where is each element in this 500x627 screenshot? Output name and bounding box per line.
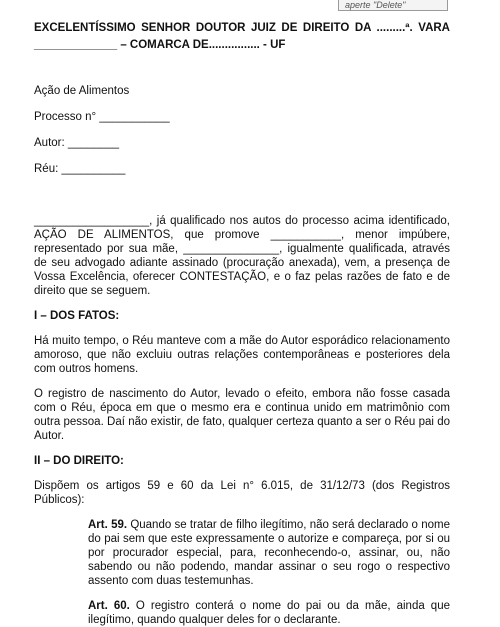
facts-paragraph-1: Há muito tempo, o Réu manteve com a mãe do Autor esporádico relacionamento amoroso, que não excluiu outras relações contemporâneas e posteriores dela com outros homens. (34, 335, 450, 375)
petition-header: EXCELENTÍSSIMO SENHOR DOUTOR JUIZ DE DIREITO DA .........ª. VARA _____________ – COMARCA DE................ - UF (34, 22, 450, 51)
article-60-text: O registro conterá o nome do pai ou da mãe, ainda que ilegítimo, quando qualquer deles for o declarante. (88, 600, 450, 626)
intro-paragraph: __________________, já qualificado nos autos do processo acima identificado, AÇÃO DE ALIMENTOS, que promove ___________, menor impúbere, representado por sua mãe, _______________, igualmente qualificada, através de seu advogado adiante assinado (procuração anexada), vem, a presença de Vossa Excelência, oferecer CONTESTAÇÃO, e o faz pelas razões de fato e de direito que se seguem. (34, 215, 450, 297)
document-body (34, 20, 450, 627)
case-title: Ação de Alimentos (34, 85, 130, 97)
defendant-field: Réu: __________ (34, 163, 126, 175)
delete-hint-tooltip: aperte "Delete" (338, 0, 448, 11)
article-59-text: Quando se tratar de filho ilegítimo, não será declarado o nome do pai sem que este expressamente o autorize e compareça, por si ou por procurador especial, para, reconhecendo-o, assinar, ou, não sabendo ou não podendo, mandar assinar o seu rogo o respectivo assento com duas testemunhas. (88, 519, 450, 587)
article-59-quote (88, 518, 450, 588)
section-facts-title: I – DOS FATOS: (34, 310, 120, 322)
article-60-quote (88, 599, 450, 627)
section-law-title: II – DO DIREITO: (34, 455, 124, 467)
process-number-field: Processo n° ___________ (34, 111, 170, 123)
article-60-label: Art. 60. (88, 600, 130, 612)
article-59-label: Art. 59. (88, 519, 128, 531)
author-field: Autor: ________ (34, 137, 120, 149)
facts-paragraph-2: O registro de nascimento do Autor, levado o efeito, embora não fosse casada com o Réu, época em que o mesmo era e continua unido em matrimônio com outra pessoa. Daí não existir, de fato, qualquer certeza quanto a ser o Réu pai do Autor. (34, 388, 450, 442)
law-intro: Dispõem os artigos 59 e 60 da Lei n° 6.015, de 31/12/73 (dos Registros Públicos): (34, 480, 450, 506)
